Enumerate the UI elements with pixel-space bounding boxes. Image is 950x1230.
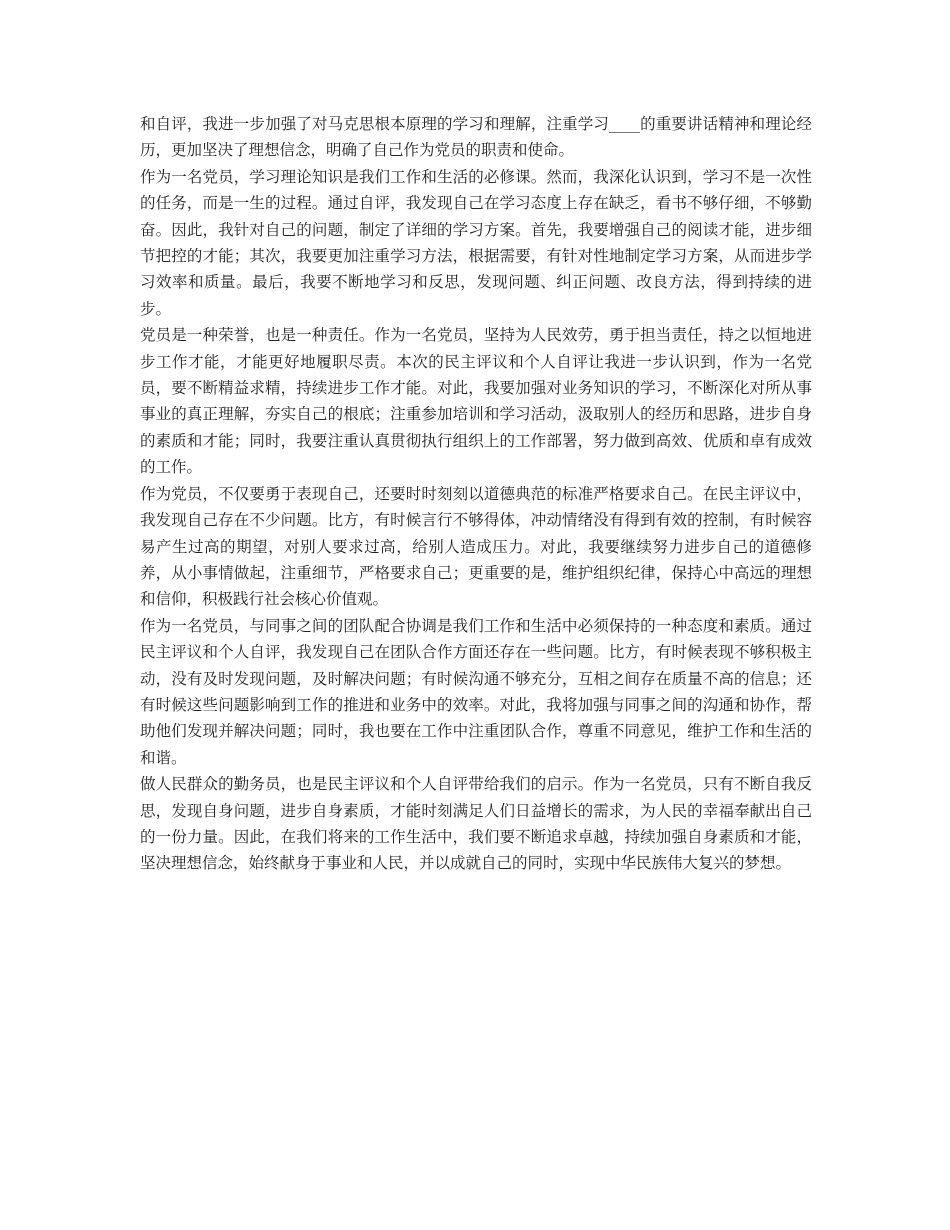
paragraph: 作为一名党员，学习理论知识是我们工作和生活的必修课。然而，我深化认识到，学习不是一次性的任务，而是一生的过程。通过自评，我发现自己在学习态度上存在缺乏，看书不够仔细，不够勤奋。因此，我针对自己的问题，制定了详细的学习方案。首先，我要增强自己的阅读才能，进步细节把控的才能；其次，我要更加注重学习方法，根据需要，有针对性地制定学习方案，从而进步学习效率和质量。最后，我要不断地学习和反思，发现问题、纠正问题、改良方法，得到持续的进步。 bbox=[140, 167, 812, 318]
paragraph: 和自评，我进一步加强了对马克思根本原理的学习和理解，注重学习____的重要讲话精神和理论经历，更加坚决了理想信念，明确了自己作为党员的职责和使命。 bbox=[140, 115, 812, 160]
paragraph: 作为党员，不仅要勇于表现自己，还要时时刻刻以道德典范的标准严格要求自己。在民主评议中，我发现自己存在不少问题。比方，有时候言行不够得体，冲动情绪没有得到有效的控制，有时候容易产生过高的期望，对别人要求过高，给别人造成压力。对此，我要继续努力进步自己的道德修养，从小事情做起，注重细节，严格要求自己；更重要的是，维护组织纪律，保持心中高远的理想和信仰，积极践行社会核心价值观。 bbox=[140, 484, 812, 609]
paragraph: 党员是一种荣誉，也是一种责任。作为一名党员，坚持为人民效劳，勇于担当责任，持之以恒地进步工作才能，才能更好地履职尽责。本次的民主评议和个人自评让我进一步认识到，作为一名党员，要不断精益求精，持续进步工作才能。对此，我要加强对业务知识的学习，不断深化对所从事事业的真正理解，夯实自己的根底；注重参加培训和学习活动，汲取别人的经历和思路，进步自身的素质和才能；同时，我要注重认真贯彻执行组织上的工作部署，努力做到高效、优质和卓有成效的工作。 bbox=[140, 326, 812, 477]
paragraph: 作为一名党员，与同事之间的团队配合协调是我们工作和生活中必须保持的一种态度和素质。通过民主评议和个人自评，我发现自己在团队合作方面还存在一些问题。比方，有时候表现不够积极主动，没有及时发现问题，及时解决问题；有时候沟通不够充分，互相之间存在质量不高的信息；还有时候这些问题影响到工作的推进和业务中的效率。对此，我将加强与同事之间的沟通和协作，帮助他们发现并解决问题；同时，我也要在工作中注重团队合作，尊重不同意见，维护工作和生活的和谐。 bbox=[140, 616, 812, 767]
paragraph: 做人民群众的勤务员，也是民主评议和个人自评带给我们的启示。作为一名党员，只有不断自我反思，发现自身问题，进步自身素质，才能时刻满足人们日益增长的需求，为人民的幸福奉献出自己的一份力量。因此，在我们将来的工作生活中，我们要不断追求卓越，持续加强自身素质和才能，坚决理想信念，始终献身于事业和人民，并以成就自己的同时，实现中华民族伟大复兴的梦想。 bbox=[140, 775, 812, 873]
document-body bbox=[140, 111, 812, 877]
